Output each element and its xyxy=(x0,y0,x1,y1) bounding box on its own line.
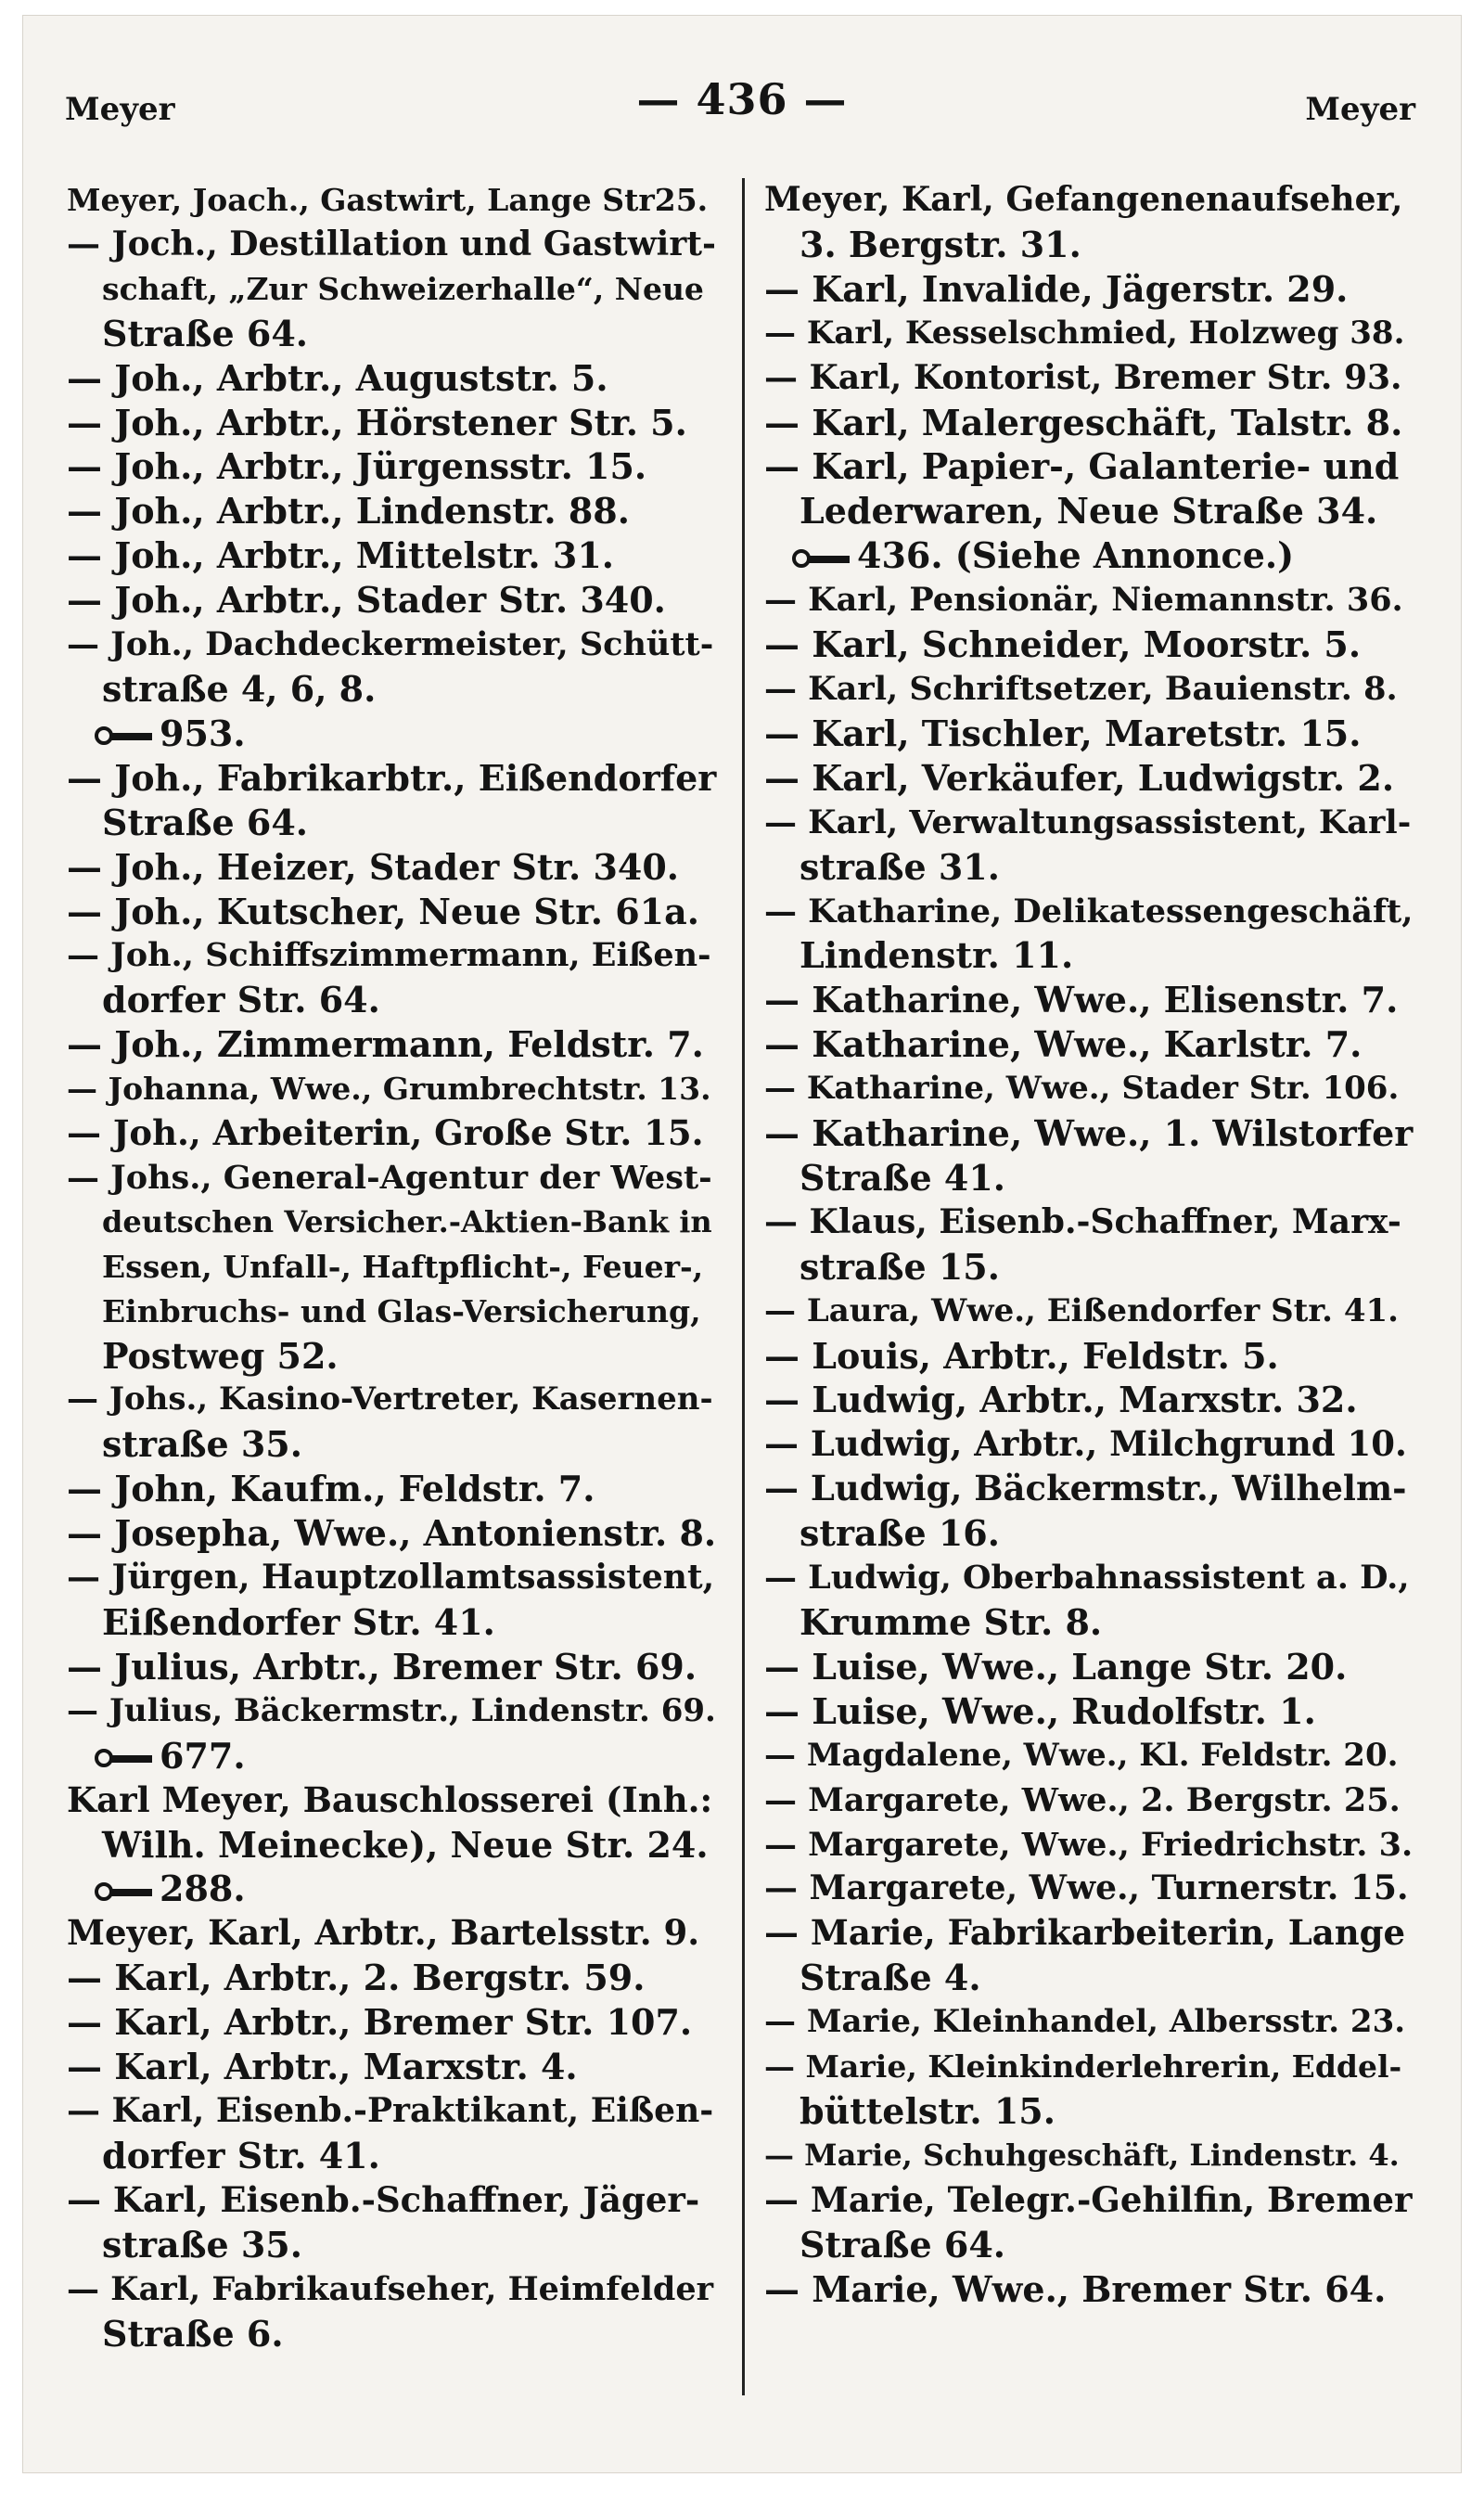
directory-entry xyxy=(67,578,716,623)
entry-line: — Joh., Arbtr., Auguststr. 5. xyxy=(67,356,608,399)
entry-line: Meyer, Karl, Gefangenenaufseher, xyxy=(764,180,1403,219)
entry-line: — Karl, Arbtr., Marxstr. 4. xyxy=(67,2046,578,2088)
directory-entry xyxy=(67,356,716,401)
entry-continuation-line: Eißendorfer Str. 41. xyxy=(102,1601,495,1643)
directory-entry xyxy=(67,1645,716,1689)
directory-entry xyxy=(764,1334,1414,1379)
entry-continuation-line: Essen, Unfall-, Haftpflicht-, Feuer-, xyxy=(102,1248,704,1285)
entry-continuation-line: Straße 64. xyxy=(102,801,309,843)
entry-line: — Marie, Schuhgeschäft, Lindenstr. 4. xyxy=(764,2137,1400,2173)
entry-continuation-line: straße 16. xyxy=(800,1512,1000,1555)
directory-entry xyxy=(764,1645,1414,1689)
entry-line: — Katharine, Wwe., Elisenstr. 7. xyxy=(764,979,1399,1021)
entry-line: — Marie, Telegr.-Gehilfin, Bremer xyxy=(764,2178,1413,2220)
telephone-number: 677. xyxy=(160,1734,246,1777)
entry-line: — Joh., Zimmermann, Feldstr. 7. xyxy=(67,1023,704,1066)
left-column xyxy=(67,178,716,2355)
directory-entry xyxy=(764,1734,1414,1778)
entry-line: — Karl, Kesselschmied, Holzweg 38. xyxy=(764,314,1405,352)
entry-continuation-line: straße 35. xyxy=(102,2223,302,2266)
directory-entry xyxy=(67,1022,716,1067)
directory-entry xyxy=(764,1556,1414,1645)
directory-entry xyxy=(764,1911,1414,2000)
telephone-line xyxy=(67,1867,716,1911)
entry-line: Karl Meyer, Bauschlosserei (Inh.: xyxy=(67,1778,713,1820)
directory-entry xyxy=(764,1378,1414,1422)
entry-continuation-line: schaft, „Zur Schweizerhalle“, Neue xyxy=(102,270,704,307)
directory-entry xyxy=(764,2000,1414,2045)
entry-continuation-line: straße 15. xyxy=(800,1245,1000,1288)
entry-continuation-line: Straße 41. xyxy=(800,1156,1006,1199)
directory-entry xyxy=(764,756,1414,801)
column-divider xyxy=(742,178,745,2395)
entry-continuation-line: dorfer Str. 64. xyxy=(102,979,380,1021)
directory-entry xyxy=(67,1511,716,1556)
entry-continuation-line: deutschen Versicher.-Aktien-Bank in xyxy=(102,1203,712,1239)
telephone-line xyxy=(67,712,716,756)
entry-line: — Margarete, Wwe., Turnerstr. 15. xyxy=(764,1868,1409,1908)
entry-line: — Luise, Wwe., Lange Str. 20. xyxy=(764,1645,1348,1688)
telephone-key-icon xyxy=(95,1882,152,1903)
telephone-number: 953. xyxy=(160,712,246,754)
directory-entry xyxy=(764,178,1414,267)
directory-entry xyxy=(764,2134,1414,2178)
directory-entry xyxy=(764,712,1414,756)
directory-entry xyxy=(764,1422,1414,1467)
entry-line: — Joh., Schiffszimmermann, Eißen- xyxy=(67,936,711,975)
entry-continuation-line: straße 35. xyxy=(102,1423,302,1466)
telephone-number: 288. xyxy=(160,1868,246,1910)
entry-line: — Ludwig, Bäckermstr., Wilhelm- xyxy=(764,1468,1407,1509)
directory-entry xyxy=(67,1378,716,1467)
entry-line: — Karl, Schneider, Moorstr. 5. xyxy=(764,623,1362,666)
telephone-key-icon xyxy=(95,726,152,747)
entry-continuation-line: Postweg 52. xyxy=(102,1334,339,1377)
page-number: — 436 — xyxy=(636,74,848,124)
directory-entry xyxy=(764,267,1414,312)
entry-line: — Marie, Fabrikarbeiterin, Lange xyxy=(764,1912,1406,1954)
entry-continuation-line: Einbruchs- und Glas-Versicherung, xyxy=(102,1292,701,1329)
entry-line: — Karl, Arbtr., 2. Bergstr. 59. xyxy=(67,1957,646,1999)
directory-entry xyxy=(67,401,716,445)
directory-entry xyxy=(764,1290,1414,1334)
directory-entry xyxy=(67,178,716,223)
directory-entry xyxy=(67,1111,716,1156)
entry-line: Meyer, Karl, Arbtr., Bartelsstr. 9. xyxy=(67,1912,700,1954)
directory-entry xyxy=(67,2089,716,2178)
entry-line: — Louis, Arbtr., Feldstr. 5. xyxy=(764,1334,1279,1377)
header-right-keyword: Meyer xyxy=(1305,91,1415,128)
entry-continuation-line: dorfer Str. 41. xyxy=(102,2134,380,2176)
entry-line: — Johanna, Wwe., Grumbrechtstr. 13. xyxy=(67,1071,711,1108)
directory-entry xyxy=(67,2045,716,2089)
entry-line: — Karl, Malergeschäft, Talstr. 8. xyxy=(764,401,1403,443)
entry-line: — Johs., Kasino-Vertreter, Kasernen- xyxy=(67,1380,713,1418)
entry-line: — Ludwig, Oberbahnassistent a. D., xyxy=(764,1559,1410,1598)
entry-line: — Marie, Kleinkinderlehrerin, Eddel- xyxy=(764,2048,1402,2086)
directory-entry xyxy=(764,1823,1414,1868)
directory-entry xyxy=(764,978,1414,1022)
directory-entry xyxy=(764,1200,1414,1290)
entry-line: — Joch., Destillation und Gastwirt- xyxy=(67,224,716,263)
entry-line: — Karl, Pensionär, Niemannstr. 36. xyxy=(764,581,1403,620)
directory-entry xyxy=(764,312,1414,356)
entry-line: Meyer, Joach., Gastwirt, Lange Str25. xyxy=(67,182,709,218)
directory-entry xyxy=(67,623,716,756)
page-header xyxy=(22,67,1462,132)
directory-entry xyxy=(764,2178,1414,2267)
directory-entry xyxy=(67,2178,716,2267)
entry-continuation-line: straße 4, 6, 8. xyxy=(102,667,377,710)
entry-line: — Joh., Arbtr., Stader Str. 340. xyxy=(67,579,666,622)
telephone-key-icon xyxy=(792,549,850,570)
entry-line: — Karl, Papier-, Galanterie- und xyxy=(764,445,1400,488)
directory-entry xyxy=(67,1556,716,1645)
directory-entry xyxy=(67,1689,716,1778)
telephone-line xyxy=(67,1734,716,1778)
entry-line: — Ludwig, Arbtr., Milchgrund 10. xyxy=(764,1423,1407,1465)
entry-line: — Karl, Schriftsetzer, Bauienstr. 8. xyxy=(764,669,1398,708)
entry-line: — Katharine, Delikatessengeschäft, xyxy=(764,892,1414,931)
directory-entry xyxy=(67,223,716,356)
directory-entry xyxy=(67,933,716,1022)
entry-continuation-line: Lederwaren, Neue Straße 34. xyxy=(800,490,1378,533)
directory-entry xyxy=(764,667,1414,712)
header-left-keyword: Meyer xyxy=(65,91,175,128)
directory-page xyxy=(22,15,1462,2473)
directory-entry xyxy=(67,890,716,934)
directory-entry xyxy=(67,1911,716,1956)
directory-entry xyxy=(764,2045,1414,2134)
entry-line: — Marie, Kleinhandel, Albersstr. 23. xyxy=(764,2003,1406,2041)
entry-line: — Joh., Arbtr., Jürgensstr. 15. xyxy=(67,445,647,488)
directory-entry xyxy=(764,2267,1414,2312)
directory-entry xyxy=(67,1467,716,1511)
entry-line: — Karl, Eisenb.-Praktikant, Eißen- xyxy=(67,2090,714,2130)
entry-line: — Joh., Fabrikarbtr., Eißendorfer xyxy=(67,756,717,799)
telephone-key-icon xyxy=(95,1749,152,1769)
directory-entry xyxy=(67,756,716,845)
directory-entry xyxy=(764,1689,1414,1734)
directory-entry xyxy=(764,1867,1414,1911)
entry-line: — Laura, Wwe., Eißendorfer Str. 41. xyxy=(764,1291,1399,1329)
directory-entry xyxy=(764,623,1414,667)
entry-line: — Katharine, Wwe., Karlstr. 7. xyxy=(764,1023,1362,1066)
entry-line: — Karl, Kontorist, Bremer Str. 93. xyxy=(764,357,1402,397)
directory-entry xyxy=(67,845,716,890)
directory-entry xyxy=(67,1067,716,1111)
directory-entry xyxy=(764,1111,1414,1200)
entry-line: — Joh., Arbeiterin, Große Str. 15. xyxy=(67,1112,704,1154)
entry-line: — Jürgen, Hauptzollamtsassistent, xyxy=(67,1558,715,1598)
entry-continuation-line: Straße 6. xyxy=(102,2312,284,2355)
directory-entry xyxy=(67,1778,716,1912)
entry-continuation-line: straße 31. xyxy=(800,845,1000,888)
entry-line: — Karl, Tischler, Maretstr. 15. xyxy=(764,712,1362,754)
directory-entry xyxy=(764,444,1414,578)
entry-line: — Josepha, Wwe., Antonienstr. 8. xyxy=(67,1512,717,1555)
entry-line: — Joh., Dachdeckermeister, Schütt- xyxy=(67,625,714,664)
entry-line: — Klaus, Eisenb.-Schaffner, Marx- xyxy=(764,1201,1401,1241)
directory-entry xyxy=(67,2267,716,2356)
directory-entry xyxy=(764,1778,1414,1823)
entry-continuation-line: 3. Bergstr. 31. xyxy=(800,223,1081,265)
directory-entry xyxy=(67,1956,716,2000)
entry-line: — Katharine, Wwe., Stader Str. 106. xyxy=(764,1070,1400,1108)
entry-line: — Luise, Wwe., Rudolfstr. 1. xyxy=(764,1689,1316,1732)
entry-line: — Marie, Wwe., Bremer Str. 64. xyxy=(764,2267,1387,2310)
entry-line: — Johs., General-Agentur der West- xyxy=(67,1158,712,1197)
telephone-line xyxy=(764,533,1414,578)
entry-line: — Margarete, Wwe., 2. Bergstr. 25. xyxy=(764,1780,1401,1819)
directory-entry xyxy=(764,356,1414,401)
directory-entry xyxy=(67,1156,716,1379)
entry-line: — Joh., Arbtr., Mittelstr. 31. xyxy=(67,534,614,577)
entry-line: — Julius, Bäckermstr., Lindenstr. 69. xyxy=(67,1691,716,1729)
directory-entry xyxy=(67,533,716,578)
directory-entry xyxy=(764,1022,1414,1067)
entry-line: — Karl, Invalide, Jägerstr. 29. xyxy=(764,267,1349,310)
entry-continuation-line: Krumme Str. 8. xyxy=(800,1601,1103,1643)
entry-line: — John, Kaufm., Feldstr. 7. xyxy=(67,1468,595,1510)
directory-entry xyxy=(67,444,716,489)
entry-continuation-line: Straße 4. xyxy=(800,1957,981,1999)
entry-continuation-line: Straße 64. xyxy=(800,2223,1006,2266)
entry-line: — Margarete, Wwe., Friedrichstr. 3. xyxy=(764,1825,1414,1864)
entry-continuation-line: büttelstr. 15. xyxy=(800,2089,1055,2132)
entry-line: — Joh., Heizer, Stader Str. 340. xyxy=(67,845,680,888)
directory-entry xyxy=(764,1067,1414,1111)
entry-line: — Ludwig, Arbtr., Marxstr. 32. xyxy=(764,1379,1358,1421)
entry-line: — Karl, Fabrikaufseher, Heimfelder xyxy=(67,2269,714,2308)
entry-line: — Joh., Arbtr., Hörstener Str. 5. xyxy=(67,401,687,443)
directory-entry xyxy=(764,801,1414,890)
entry-continuation-line: Lindenstr. 11. xyxy=(800,934,1074,977)
directory-entry xyxy=(764,401,1414,445)
entry-line: — Joh., Arbtr., Lindenstr. 88. xyxy=(67,490,630,533)
entry-line: — Julius, Arbtr., Bremer Str. 69. xyxy=(67,1645,697,1688)
entry-line: — Karl, Arbtr., Bremer Str. 107. xyxy=(67,2001,693,2044)
directory-entry xyxy=(67,2000,716,2045)
directory-entry xyxy=(764,1467,1414,1556)
directory-entry xyxy=(764,890,1414,979)
entry-line: — Karl, Verwaltungsassistent, Karl- xyxy=(764,802,1412,841)
entry-continuation-line: Straße 64. xyxy=(102,312,309,354)
entry-line: — Magdalene, Wwe., Kl. Feldstr. 20. xyxy=(764,1736,1399,1774)
directory-entry xyxy=(67,489,716,533)
entry-line: — Karl, Eisenb.-Schaffner, Jäger- xyxy=(67,2178,700,2220)
entry-line: — Karl, Verkäufer, Ludwigstr. 2. xyxy=(764,756,1395,799)
entry-continuation-line: Wilh. Meinecke), Neue Str. 24. xyxy=(102,1823,709,1866)
entry-line: — Joh., Kutscher, Neue Str. 61a. xyxy=(67,890,699,932)
directory-entry xyxy=(764,578,1414,623)
telephone-number: 436. (Siehe Annonce.) xyxy=(857,534,1295,577)
entry-line: — Katharine, Wwe., 1. Wilstorfer xyxy=(764,1112,1414,1155)
right-column xyxy=(764,178,1414,2312)
